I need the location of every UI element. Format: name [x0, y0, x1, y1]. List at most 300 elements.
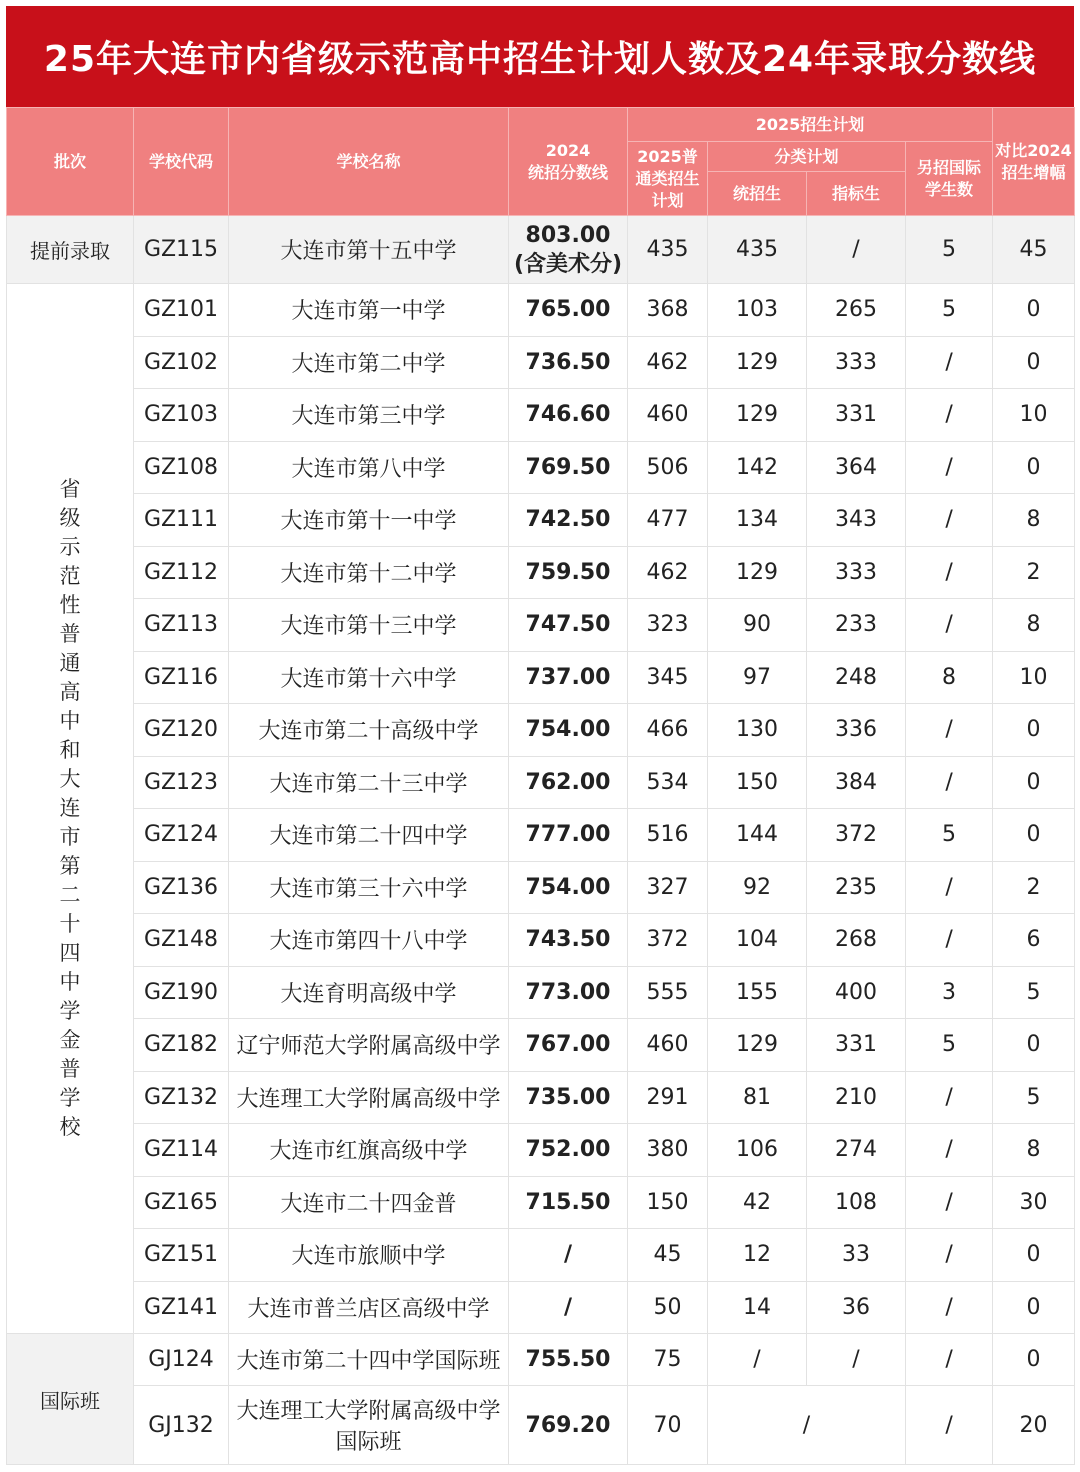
- school-code: GZ101: [143, 297, 219, 323]
- school-name-cell: [229, 809, 509, 862]
- quota-cell: [807, 494, 906, 547]
- school-name: 大连市第二中学: [291, 351, 446, 377]
- increase: 0: [1026, 1347, 1041, 1372]
- header-unified: 统招生: [708, 172, 807, 216]
- score-cell: [509, 494, 628, 547]
- unified: 134: [736, 507, 778, 533]
- increase: 0: [1026, 769, 1041, 795]
- header-category-plan: 分类计划: [708, 142, 906, 172]
- score-cell: [509, 651, 628, 704]
- school-name: 大连市第三中学: [291, 404, 446, 430]
- school-name-cell: [229, 494, 509, 547]
- increase-cell: [993, 336, 1075, 389]
- quota-cell: [807, 441, 906, 494]
- school-code-cell: [134, 1386, 229, 1465]
- batch-regular-label: 省级示范性普通高中和大连市第二十四中学金普学校: [59, 477, 81, 1139]
- general-plan-cell: [628, 966, 708, 1019]
- school-code-cell: [134, 1019, 229, 1072]
- school-name: 大连市旅顺中学: [291, 1244, 446, 1270]
- intl-students: 5: [942, 1032, 957, 1058]
- header-score-2024: 2024 统招分数线: [509, 108, 628, 216]
- increase: 0: [1026, 1294, 1041, 1320]
- score: 759.50: [525, 559, 611, 585]
- school-name-cell: [229, 651, 509, 704]
- quota: 333: [835, 349, 877, 375]
- increase: 20: [1019, 1412, 1048, 1438]
- unified: 103: [736, 297, 778, 323]
- school-name-cell: [229, 861, 509, 914]
- unified: 144: [736, 822, 778, 848]
- score: 735.00: [525, 1084, 611, 1110]
- table-row: [7, 651, 1075, 704]
- general-plan-cell: [628, 1229, 708, 1282]
- intl-students: /: [945, 927, 953, 953]
- score: 742.50: [525, 507, 611, 533]
- score: /: [563, 1242, 573, 1268]
- school-code-cell: [134, 336, 229, 389]
- school-name: 大连市第十一中学: [280, 509, 457, 535]
- increase: 2: [1026, 874, 1041, 900]
- school-name-cell: [229, 284, 509, 337]
- general-plan: 372: [646, 927, 689, 953]
- table-row: [7, 966, 1075, 1019]
- intl-students-cell: [906, 756, 993, 809]
- general-plan-cell: [628, 809, 708, 862]
- increase-cell: [993, 1386, 1075, 1465]
- unified: 97: [743, 664, 771, 690]
- general-plan: 460: [646, 1032, 689, 1058]
- intl-students: /: [945, 1294, 953, 1320]
- intl-students-cell: [906, 1019, 993, 1072]
- general-plan: 466: [646, 717, 689, 743]
- general-plan-cell: [628, 389, 708, 442]
- table-header: [7, 108, 1075, 216]
- increase: 30: [1019, 1189, 1048, 1215]
- general-plan-cell: [628, 1281, 708, 1334]
- intl-students-cell: [906, 1386, 993, 1465]
- school-code: GZ123: [143, 769, 219, 795]
- quota: 400: [835, 979, 877, 1005]
- batch-international: [7, 1334, 134, 1465]
- quota: 248: [835, 664, 877, 690]
- school-name-cell: [229, 756, 509, 809]
- intl-students-cell: [906, 651, 993, 704]
- school-name-cell: [229, 914, 509, 967]
- general-plan: 462: [646, 559, 689, 585]
- school-name: 辽宁师范大学附属高级中学: [236, 1034, 501, 1060]
- table-row: [7, 1019, 1075, 1072]
- quota: 336: [835, 717, 877, 743]
- score-cell: [509, 599, 628, 652]
- quota: 333: [835, 559, 877, 585]
- unified: 106: [736, 1137, 778, 1163]
- school-name: 大连市第十六中学: [280, 666, 457, 692]
- increase: 5: [1026, 1084, 1041, 1110]
- school-name: 大连理工大学附属高级中学 国际班: [236, 1399, 501, 1455]
- general-plan: 516: [646, 822, 689, 848]
- general-plan: 477: [646, 507, 689, 533]
- intl-students: /: [945, 717, 953, 743]
- intl-students-cell: [906, 284, 993, 337]
- quota-cell: [807, 1229, 906, 1282]
- quota-cell: [807, 756, 906, 809]
- intl-students: 5: [942, 237, 957, 262]
- intl-students-cell: [906, 546, 993, 599]
- score: /: [563, 1294, 573, 1320]
- school-code-cell: [134, 966, 229, 1019]
- general-plan: 368: [646, 297, 689, 323]
- score: 767.00: [525, 1032, 611, 1058]
- school-name-cell: [229, 1334, 509, 1386]
- general-plan-cell: [628, 1019, 708, 1072]
- score: 746.60: [525, 402, 611, 428]
- unified: 92: [743, 874, 771, 900]
- unified-cell: [708, 809, 807, 862]
- school-code-cell: [134, 284, 229, 337]
- document-frame: [6, 6, 1074, 1466]
- table-row: [7, 389, 1075, 442]
- general-plan: 345: [646, 664, 689, 690]
- school-name-cell: [229, 966, 509, 1019]
- school-code: GZ132: [143, 1084, 219, 1110]
- quota-cell: [807, 704, 906, 757]
- general-plan: 291: [646, 1084, 689, 1110]
- intl-students-cell: [906, 1334, 993, 1386]
- table-row: [7, 546, 1075, 599]
- increase-cell: [993, 914, 1075, 967]
- increase: 0: [1026, 1032, 1041, 1058]
- unified: 129: [736, 559, 778, 585]
- quota: 268: [835, 927, 877, 953]
- quota: 384: [835, 769, 877, 795]
- quota-cell: [807, 284, 906, 337]
- school-code-cell: [134, 216, 229, 284]
- general-plan: 150: [646, 1189, 689, 1215]
- quota: /: [852, 1347, 860, 1372]
- school-name-cell: [229, 1176, 509, 1229]
- general-plan-cell: [628, 1334, 708, 1386]
- score: 765.00: [525, 297, 611, 323]
- intl-students-cell: [906, 1071, 993, 1124]
- unified-cell: [708, 546, 807, 599]
- quota: 364: [835, 454, 877, 480]
- school-name-cell: [229, 1019, 509, 1072]
- quota-cell: [807, 1281, 906, 1334]
- unified-cell: [708, 1281, 807, 1334]
- unified-cell: [708, 441, 807, 494]
- table-row: [7, 1334, 1075, 1386]
- unified-cell: [708, 1334, 807, 1386]
- unified-cell: [708, 494, 807, 547]
- score: 769.50: [525, 454, 611, 480]
- increase-cell: [993, 1334, 1075, 1386]
- table-row: [7, 1229, 1075, 1282]
- table-row: [7, 1124, 1075, 1177]
- quota-cell: [807, 809, 906, 862]
- school-code: GZ116: [143, 664, 219, 690]
- school-code: GZ114: [143, 1137, 219, 1163]
- increase-cell: [993, 1071, 1075, 1124]
- score-cell: [509, 1124, 628, 1177]
- unified: 129: [736, 402, 778, 428]
- score: 777.00: [525, 822, 611, 848]
- intl-students-cell: [906, 809, 993, 862]
- quota: 235: [835, 874, 877, 900]
- unified-cell: [708, 1124, 807, 1177]
- intl-students-cell: [906, 494, 993, 547]
- school-name-cell: [229, 1071, 509, 1124]
- unified: /: [802, 1412, 811, 1438]
- school-name: 大连理工大学附属高级中学: [236, 1086, 501, 1112]
- score-cell: [509, 1334, 628, 1386]
- increase: 0: [1026, 297, 1041, 323]
- intl-students-cell: [906, 216, 993, 284]
- intl-students-cell: [906, 1281, 993, 1334]
- unified-cell: [708, 1229, 807, 1282]
- increase: 8: [1026, 507, 1041, 533]
- increase: 6: [1026, 927, 1041, 953]
- school-code: GZ165: [143, 1189, 219, 1215]
- increase-cell: [993, 861, 1075, 914]
- score: 754.00: [525, 717, 611, 743]
- unified: 129: [736, 349, 778, 375]
- general-plan-cell: [628, 756, 708, 809]
- header-intl-students: 另招国际 学生数: [906, 142, 993, 216]
- intl-students-cell: [906, 599, 993, 652]
- school-code-cell: [134, 809, 229, 862]
- table-row: [7, 809, 1075, 862]
- general-plan-cell: [628, 1176, 708, 1229]
- school-code: GZ182: [143, 1032, 219, 1058]
- increase: 45: [1019, 237, 1048, 262]
- intl-students: /: [945, 402, 953, 428]
- school-name: 大连市第二十高级中学: [258, 719, 479, 745]
- school-code: GZ124: [143, 822, 219, 848]
- school-code: GZ190: [143, 979, 219, 1005]
- quota-cell: [807, 336, 906, 389]
- intl-students: /: [945, 507, 953, 533]
- school-code: GZ108: [143, 454, 219, 480]
- quota-cell: [807, 1019, 906, 1072]
- increase: 0: [1026, 349, 1041, 375]
- score-cell: [509, 1019, 628, 1072]
- unified-cell: [708, 389, 807, 442]
- general-plan-cell: [628, 861, 708, 914]
- table-row: [7, 1281, 1075, 1334]
- batch-regular: [7, 284, 134, 1334]
- school-code-cell: [134, 494, 229, 547]
- score-cell: [509, 966, 628, 1019]
- table-row: [7, 1071, 1075, 1124]
- general-plan-cell: [628, 1071, 708, 1124]
- quota: 331: [835, 1032, 877, 1058]
- score-cell: [509, 1386, 628, 1465]
- admission-table: [6, 107, 1075, 1465]
- header-school-code: 学校代码: [134, 108, 229, 216]
- school-name-cell: [229, 441, 509, 494]
- score-cell: [509, 756, 628, 809]
- general-plan: 534: [646, 769, 689, 795]
- increase-cell: [993, 1124, 1075, 1177]
- header-quota: 指标生: [807, 172, 906, 216]
- school-name-cell: [229, 1386, 509, 1465]
- general-plan: 50: [653, 1294, 682, 1320]
- increase-cell: [993, 809, 1075, 862]
- increase-cell: [993, 1281, 1075, 1334]
- increase: 8: [1026, 1137, 1041, 1163]
- score-cell: [509, 809, 628, 862]
- school-code: GZ151: [143, 1242, 219, 1268]
- school-name: 大连市第一中学: [291, 299, 446, 325]
- intl-students-cell: [906, 1124, 993, 1177]
- intl-students: 8: [942, 664, 957, 690]
- score: 769.20: [525, 1412, 611, 1438]
- quota-cell: [807, 546, 906, 599]
- school-name: 大连市第十三中学: [280, 614, 457, 640]
- quota-cell: [807, 651, 906, 704]
- school-code: GJ132: [148, 1412, 214, 1438]
- intl-students: 5: [942, 297, 957, 323]
- unified-cell: [708, 756, 807, 809]
- school-code-cell: [134, 546, 229, 599]
- score: 736.50: [525, 349, 611, 375]
- header-school-name: 学校名称: [229, 108, 509, 216]
- school-name: 大连市第十五中学: [280, 239, 457, 264]
- general-plan-cell: [628, 284, 708, 337]
- increase: 0: [1026, 1242, 1041, 1268]
- general-plan: 327: [646, 874, 689, 900]
- increase-cell: [993, 441, 1075, 494]
- quota: 331: [835, 402, 877, 428]
- intl-students: /: [945, 1137, 953, 1163]
- increase: 5: [1026, 979, 1041, 1005]
- intl-students: 3: [942, 979, 957, 1005]
- score: 754.00: [525, 874, 611, 900]
- school-code: GZ113: [143, 612, 219, 638]
- school-code-cell: [134, 1334, 229, 1386]
- unified: 150: [736, 769, 778, 795]
- unified-cell: [708, 966, 807, 1019]
- table-row: [7, 1386, 1075, 1465]
- batch-early-label: 提前录取: [30, 239, 110, 263]
- school-code: GZ141: [143, 1294, 219, 1320]
- school-name: 大连市二十四金普: [280, 1191, 457, 1217]
- table-row: [7, 861, 1075, 914]
- table-row: [7, 441, 1075, 494]
- score-cell: [509, 1229, 628, 1282]
- general-plan: 380: [646, 1137, 689, 1163]
- intl-students: /: [945, 1242, 953, 1268]
- school-name-cell: [229, 1124, 509, 1177]
- quota: 33: [842, 1242, 870, 1268]
- intl-students: /: [945, 874, 953, 900]
- school-name: 大连市第二十四中学国际班: [236, 1349, 501, 1374]
- quota-cell: [807, 1124, 906, 1177]
- intl-students: /: [945, 1084, 953, 1110]
- intl-students-cell: [906, 704, 993, 757]
- school-code: GJ124: [148, 1347, 214, 1372]
- unified: 14: [743, 1294, 771, 1320]
- general-plan-cell: [628, 704, 708, 757]
- school-code: GZ136: [143, 874, 219, 900]
- batch-international-label: 国际班: [40, 1388, 100, 1413]
- increase: 0: [1026, 454, 1041, 480]
- school-code-cell: [134, 756, 229, 809]
- intl-students: /: [945, 769, 953, 795]
- increase-cell: [993, 1019, 1075, 1072]
- school-name-cell: [229, 1281, 509, 1334]
- intl-students-cell: [906, 1176, 993, 1229]
- school-code: GZ102: [143, 349, 219, 375]
- score-cell: [509, 546, 628, 599]
- score: 755.50: [525, 1347, 611, 1372]
- page-title: 25年大连市内省级示范高中招生计划人数及24年录取分数线: [6, 6, 1074, 107]
- increase-cell: [993, 966, 1075, 1019]
- unified: /: [753, 1347, 761, 1372]
- quota-cell: [807, 216, 906, 284]
- quota: 36: [842, 1294, 870, 1320]
- quota: 343: [835, 507, 877, 533]
- general-plan-cell: [628, 914, 708, 967]
- intl-students-cell: [906, 861, 993, 914]
- score-cell: [509, 284, 628, 337]
- school-code: GZ115: [143, 237, 219, 262]
- score: 762.00: [525, 769, 611, 795]
- general-plan-cell: [628, 1124, 708, 1177]
- unified: 129: [736, 1032, 778, 1058]
- unified-cell: [708, 914, 807, 967]
- general-plan-cell: [628, 546, 708, 599]
- school-name: 大连市第十二中学: [280, 561, 457, 587]
- school-code-cell: [134, 704, 229, 757]
- table-row: [7, 494, 1075, 547]
- table-row: [7, 599, 1075, 652]
- general-plan-cell: [628, 216, 708, 284]
- intl-students: /: [945, 1347, 953, 1372]
- unified: 435: [736, 237, 778, 262]
- table-row: [7, 284, 1075, 337]
- school-name: 大连市第三十六中学: [269, 876, 468, 902]
- increase: 0: [1026, 717, 1041, 743]
- general-plan: 323: [646, 612, 689, 638]
- school-code: GZ112: [143, 559, 219, 585]
- score-cell: [509, 216, 628, 284]
- intl-students-cell: [906, 1229, 993, 1282]
- increase-cell: [993, 599, 1075, 652]
- general-plan: 555: [646, 979, 689, 1005]
- school-code-cell: [134, 914, 229, 967]
- school-code: GZ148: [143, 927, 219, 953]
- score: 737.00: [525, 664, 611, 690]
- general-plan-cell: [628, 441, 708, 494]
- increase: 0: [1026, 822, 1041, 848]
- header-plan-2025: 2025招生计划: [628, 108, 993, 142]
- intl-students: /: [945, 559, 953, 585]
- quota-cell: [807, 966, 906, 1019]
- unified-cell: [708, 1071, 807, 1124]
- unified: 130: [736, 717, 778, 743]
- unified-cell: [708, 1019, 807, 1072]
- header-increase: 对比2024 招生增幅: [993, 108, 1075, 216]
- score-cell: [509, 1176, 628, 1229]
- table-row: [7, 336, 1075, 389]
- unified: 12: [743, 1242, 771, 1268]
- school-name: 大连市第二十三中学: [269, 771, 468, 797]
- intl-students: /: [945, 1412, 953, 1438]
- increase-cell: [993, 651, 1075, 704]
- increase-cell: [993, 1229, 1075, 1282]
- intl-students: /: [945, 612, 953, 638]
